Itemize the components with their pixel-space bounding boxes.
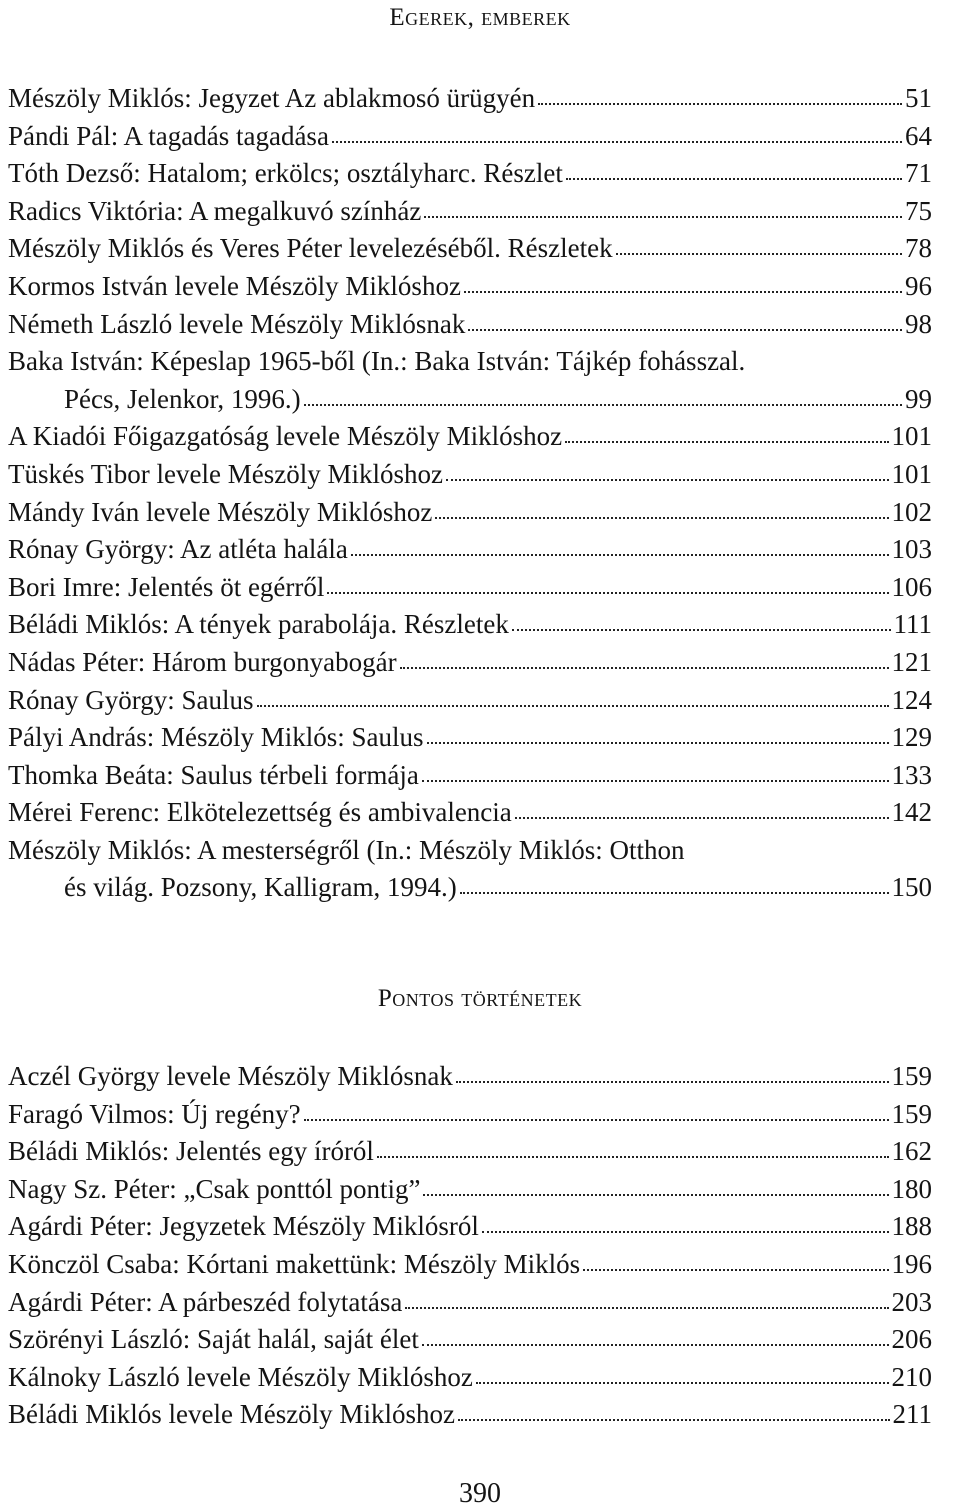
toc-entry — [8, 832, 932, 907]
toc-entry-line — [8, 606, 932, 644]
toc-entry — [8, 1208, 932, 1246]
toc-entry-title: Könczöl Csaba: Kórtani makettünk: Mészöly Miklós — [8, 1248, 581, 1279]
toc-entry — [8, 343, 932, 418]
dot-leader — [435, 517, 888, 519]
dot-leader — [468, 329, 902, 331]
dot-leader — [515, 817, 889, 819]
toc-entry-title: Nagy Sz. Péter: „Csak ponttól pontig” — [8, 1173, 421, 1204]
toc-entry — [8, 757, 932, 795]
toc-entry — [8, 1284, 932, 1322]
toc-entry — [8, 268, 932, 306]
toc-entry-page-number: 196 — [891, 1248, 932, 1279]
toc-entry-line — [8, 306, 932, 344]
toc-entry — [8, 494, 932, 532]
toc-entry — [8, 569, 932, 607]
toc-entry-page-number: 129 — [891, 722, 932, 753]
toc-entry-title: Béládi Miklós levele Mészöly Miklóshoz — [8, 1399, 455, 1430]
toc-entry — [8, 456, 932, 494]
dot-leader — [583, 1269, 888, 1271]
toc-entry-title: Mészöly Miklós és Veres Péter levelezéséből. Részletek — [8, 233, 613, 264]
dot-leader — [512, 629, 891, 631]
toc-entry-line — [8, 268, 932, 306]
toc-entry — [8, 1321, 932, 1359]
toc-entry — [8, 1133, 932, 1171]
toc-entry-title: Baka István: Képeslap 1965-ből (In.: Baka István: Tájkép fohásszal. — [8, 346, 746, 377]
dot-leader — [304, 1119, 889, 1121]
toc-entry-line — [8, 1171, 932, 1209]
toc-entry — [8, 118, 932, 156]
toc-entry-line — [8, 418, 932, 456]
toc-entry-line — [8, 719, 932, 757]
dot-leader — [565, 441, 888, 443]
toc-entry-line — [8, 1321, 932, 1359]
dot-leader — [400, 667, 889, 669]
toc-entry-line — [8, 682, 932, 720]
toc-entry-line — [8, 757, 932, 795]
toc-entry-page-number: 99 — [905, 383, 932, 414]
toc-entry-line — [8, 1096, 932, 1134]
toc-entry-title: Németh László levele Mészöly Miklósnak — [8, 308, 466, 339]
toc-entry-title: Mészöly Miklós: Jegyzet Az ablakmosó ürügyén — [8, 83, 536, 113]
toc-entry-title: Bori Imre: Jelentés öt egérről — [8, 571, 325, 602]
toc-entry-page-number: 124 — [891, 684, 932, 715]
toc-entry-title: Pándi Pál: A tagadás tagadása — [8, 120, 329, 151]
toc-entry-line — [8, 794, 932, 832]
toc-entry-title: Mérei Ferenc: Elkötelezettség és ambivalencia — [8, 797, 512, 828]
toc-entry-line — [8, 1396, 932, 1434]
toc-entry-title: Agárdi Péter: Jegyzetek Mészöly Miklósról — [8, 1211, 479, 1242]
toc-entry-page-number: 101 — [891, 458, 932, 489]
dot-leader — [460, 892, 889, 894]
toc-entry — [8, 418, 932, 456]
toc-entry-page-number: 96 — [905, 270, 932, 301]
toc-entry-page-number: 162 — [891, 1136, 932, 1167]
toc-entry-line — [8, 1284, 932, 1322]
toc-entry-line — [8, 1208, 932, 1246]
toc-entry-page-number: 64 — [905, 120, 932, 151]
toc-entry-page-number: 133 — [891, 759, 932, 790]
toc-entry-line — [8, 230, 932, 268]
toc-entry-page-number: 159 — [891, 1098, 932, 1129]
dot-leader — [257, 705, 889, 707]
dot-leader — [405, 1307, 888, 1309]
toc-entry-title: Radics Viktória: A megalkuvó színház — [8, 195, 422, 226]
toc-entry-page-number: 180 — [891, 1173, 932, 1204]
toc-entry-line — [8, 1359, 932, 1397]
toc-entry — [8, 193, 932, 231]
toc-entry-page-number: 111 — [893, 609, 932, 640]
toc-entry-title: Szörényi László: Saját halál, saját élet — [8, 1324, 419, 1355]
dot-leader — [327, 592, 888, 594]
dot-leader — [446, 479, 889, 481]
toc-entry — [8, 1096, 932, 1134]
toc-entry — [8, 682, 932, 720]
toc-entry-page-number: 102 — [891, 496, 932, 527]
toc-entry-line — [8, 80, 932, 118]
toc-entry-line — [8, 494, 932, 532]
toc-entry-line — [8, 155, 932, 193]
toc-entry-line — [8, 644, 932, 682]
toc-entry-line — [8, 1133, 932, 1171]
toc-entry-line — [8, 343, 932, 381]
toc-entry-title: Mészöly Miklós: A mesterségről (In.: Mészöly Miklós: Otthon — [8, 834, 685, 865]
dot-leader — [424, 216, 902, 218]
toc-entry-continuation-line — [8, 869, 932, 907]
toc-entry-page-number: 188 — [891, 1211, 932, 1242]
toc-entry-title: Nádas Péter: Három burgonyabogár — [8, 646, 397, 677]
toc-entry — [8, 1058, 932, 1096]
toc-entry — [8, 1396, 932, 1434]
dot-leader — [566, 178, 902, 180]
dot-leader — [422, 1344, 889, 1346]
dot-leader — [616, 253, 902, 255]
dot-leader — [377, 1156, 889, 1158]
toc-entry — [8, 1246, 932, 1284]
toc-entry — [8, 80, 932, 118]
toc-entry-title: Béládi Miklós: A tények parabolája. Részletek — [8, 609, 509, 640]
toc-entry — [8, 606, 932, 644]
dot-leader — [458, 1419, 890, 1421]
toc-entry — [8, 155, 932, 193]
toc-entry — [8, 306, 932, 344]
toc-entry-continuation-line — [8, 381, 932, 419]
section-heading-pontos-tortenetek: Pontos történetek — [377, 985, 583, 1012]
toc-entry-page-number: 103 — [891, 534, 932, 565]
toc-entry-line — [8, 1246, 932, 1284]
toc-entry-line — [8, 832, 932, 870]
toc-entry-title: Rónay György: Az atléta halála — [8, 534, 348, 565]
toc-entry-page-number: 101 — [891, 421, 932, 452]
toc-entry — [8, 1359, 932, 1397]
dot-leader — [423, 1194, 888, 1196]
section-heading-egerek-emberek: Egerek, emberek — [389, 4, 571, 31]
toc-entry-title: Kálnoky László levele Mészöly Miklóshoz — [8, 1361, 473, 1392]
toc-entry-page-number: 211 — [892, 1399, 932, 1430]
toc-entry-page-number: 98 — [905, 308, 932, 339]
page-number: 390 — [459, 1478, 501, 1509]
toc-entry — [8, 644, 932, 682]
toc-entry-line — [8, 456, 932, 494]
toc-entry-title: Tóth Dezső: Hatalom; erkölcs; osztályharc. Részlet — [8, 158, 563, 189]
dot-leader — [351, 554, 889, 556]
toc-entry-title: Agárdi Péter: A párbeszéd folytatása — [8, 1286, 403, 1317]
dot-leader — [427, 742, 889, 744]
toc-entry-title: Aczél György levele Mészöly Miklósnak — [8, 1061, 453, 1091]
toc-entry — [8, 1171, 932, 1209]
dot-leader — [538, 103, 902, 105]
toc-entry — [8, 230, 932, 268]
toc-entry-title: Pályi András: Mészöly Miklós: Saulus — [8, 722, 424, 753]
toc-entry-page-number: 78 — [905, 233, 932, 264]
toc-entry-line — [8, 569, 932, 607]
toc-entry-page-number: 150 — [891, 872, 932, 903]
toc-entry-page-number: 71 — [905, 158, 932, 189]
dot-leader — [464, 291, 902, 293]
toc-list-pontos-tortenetek — [8, 1058, 932, 1434]
dot-leader — [422, 780, 889, 782]
dot-leader — [476, 1382, 889, 1384]
toc-entry-page-number: 210 — [891, 1361, 932, 1392]
toc-entry-title: A Kiadói Főigazgatóság levele Mészöly Miklóshoz — [8, 421, 563, 452]
toc-entry-page-number: 75 — [905, 195, 932, 226]
toc-entry-title: Mándy Iván levele Mészöly Miklóshoz — [8, 496, 433, 527]
dot-leader — [304, 404, 902, 406]
toc-entry-title: Béládi Miklós: Jelentés egy íróról — [8, 1136, 374, 1167]
toc-entry-title: Faragó Vilmos: Új regény? — [8, 1098, 301, 1129]
toc-entry-page-number: 106 — [891, 571, 932, 602]
toc-entry-title: Kormos István levele Mészöly Miklóshoz — [8, 270, 461, 301]
toc-entry-title: Pécs, Jelenkor, 1996.) — [64, 383, 301, 414]
toc-entry-line — [8, 1058, 932, 1096]
toc-entry-page-number: 121 — [891, 646, 932, 677]
toc-entry-page-number: 206 — [891, 1324, 932, 1355]
toc-list-egerek-emberek — [8, 80, 932, 907]
toc-entry — [8, 794, 932, 832]
toc-entry — [8, 531, 932, 569]
toc-entry-line — [8, 118, 932, 156]
dot-leader — [456, 1081, 889, 1083]
toc-entry-title: Rónay György: Saulus — [8, 684, 254, 715]
toc-entry-page-number: 142 — [891, 797, 932, 828]
toc-entry-page-number: 203 — [891, 1286, 932, 1317]
toc-entry-title: Tüskés Tibor levele Mészöly Miklóshoz — [8, 458, 443, 489]
toc-entry-line — [8, 193, 932, 231]
toc-entry-page-number: 51 — [905, 83, 932, 113]
toc-entry-line — [8, 531, 932, 569]
toc-entry-page-number: 159 — [891, 1061, 932, 1091]
toc-entry — [8, 719, 932, 757]
toc-entry-title: Thomka Beáta: Saulus térbeli formája — [8, 759, 419, 790]
dot-leader — [482, 1231, 889, 1233]
dot-leader — [332, 141, 902, 143]
toc-entry-title: és világ. Pozsony, Kalligram, 1994.) — [64, 872, 457, 903]
